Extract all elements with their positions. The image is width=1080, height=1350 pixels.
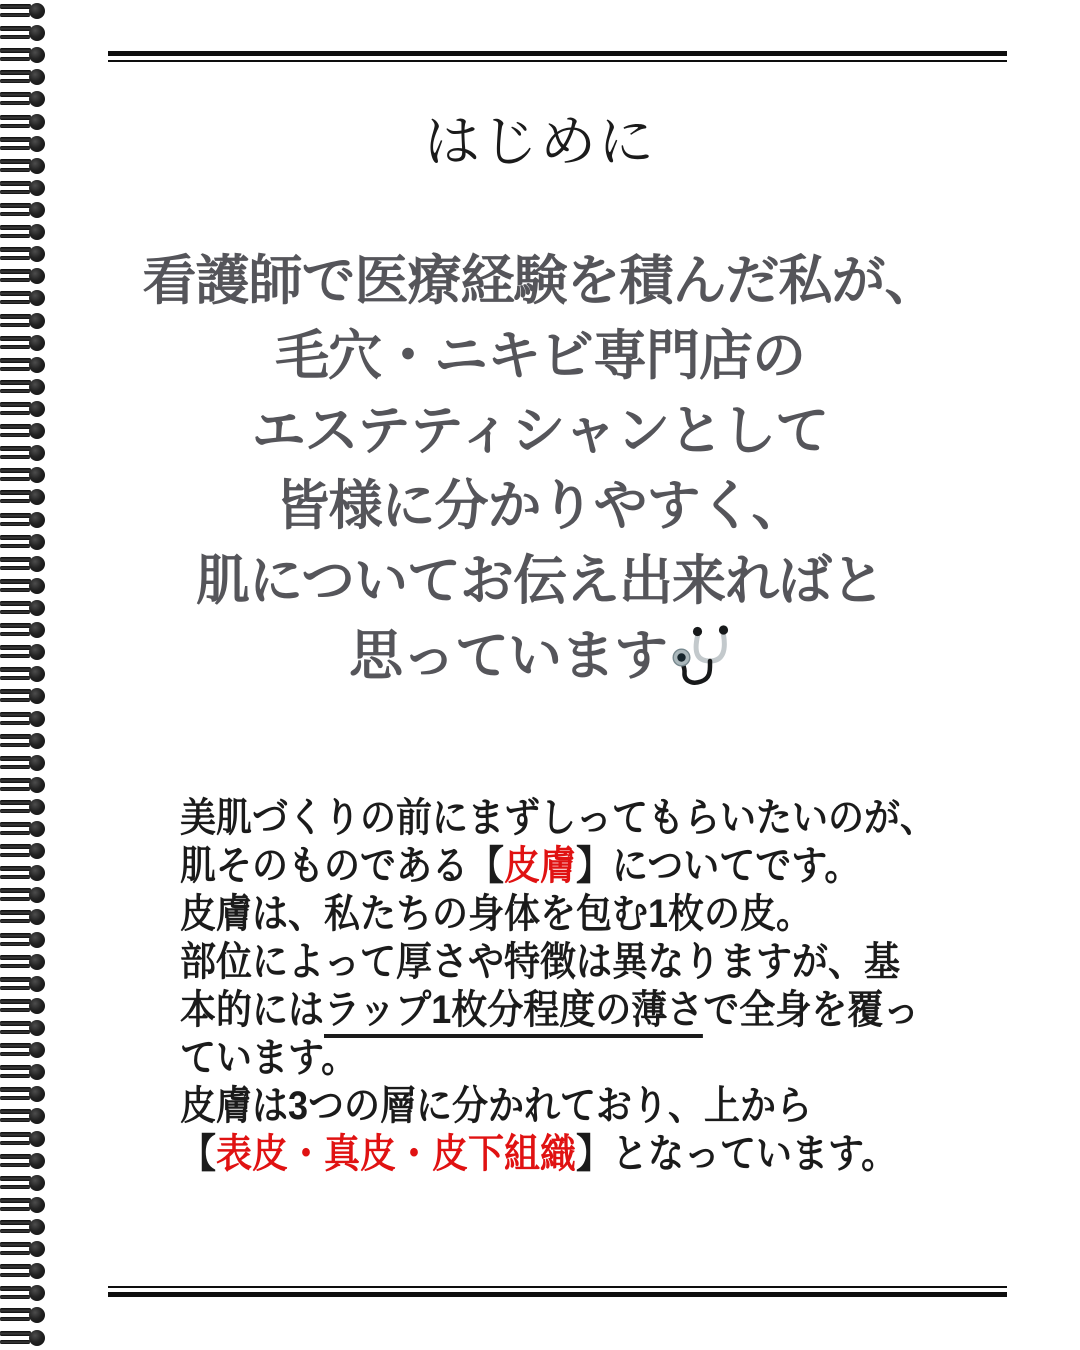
body-line-text: で全身を覆っ <box>703 988 920 1032</box>
spiral-ring <box>0 777 48 794</box>
intro-line: 毛穴・ニキビ専門店の <box>275 326 805 386</box>
intro-line: 肌についてお伝え出来ればと <box>196 551 884 611</box>
spiral-ring <box>0 1086 48 1103</box>
body-line-text: 】についてです。 <box>576 844 861 888</box>
body-line: 皮膚は3つの層に分かれており、上から <box>180 1084 813 1128</box>
spiral-ring <box>0 3 48 20</box>
spiral-ring <box>0 91 48 108</box>
spiral-ring <box>0 733 48 750</box>
underlined-text: ラップ1枚分程度の薄さ <box>324 988 703 1038</box>
spiral-ring <box>0 711 48 728</box>
body-paragraph <box>180 794 1008 1178</box>
body-line: ています。 <box>180 1036 358 1080</box>
highlight-red-layers: 表皮・真皮・皮下組織 <box>216 1132 576 1176</box>
spiral-ring <box>0 909 48 926</box>
spiral-ring <box>0 1241 48 1258</box>
spiral-ring <box>0 799 48 816</box>
spiral-ring <box>0 69 48 86</box>
bottom-divider <box>108 1286 1007 1297</box>
spiral-ring <box>0 865 48 882</box>
spiral-ring <box>0 755 48 772</box>
spiral-ring <box>0 1197 48 1214</box>
body-line-text: 本的には <box>180 988 324 1032</box>
stethoscope-icon <box>671 624 731 688</box>
intro-line: 皆様に分かりやすく、 <box>275 476 805 536</box>
top-divider-thin-line <box>108 60 1007 62</box>
spiral-ring <box>0 1285 48 1302</box>
body-line-text: 肌そのものである【 <box>180 844 504 888</box>
bottom-divider-thick-line <box>108 1292 1007 1297</box>
spiral-ring <box>0 1131 48 1148</box>
spiral-ring <box>0 1108 48 1125</box>
spiral-ring <box>0 1042 48 1059</box>
spiral-ring <box>0 1175 48 1192</box>
spiral-ring <box>0 1307 48 1324</box>
body-line: 皮膚は、私たちの身体を包む1枚の皮。 <box>180 892 813 936</box>
spiral-ring <box>0 180 48 197</box>
spiral-ring <box>0 47 48 64</box>
spiral-ring <box>0 954 48 971</box>
spiral-ring <box>0 998 48 1015</box>
spiral-ring <box>0 1153 48 1170</box>
body-line <box>180 986 1008 1034</box>
page-title: はじめに <box>424 110 656 173</box>
spiral-ring <box>0 1020 48 1037</box>
intro-line-text: 思っています <box>349 626 667 686</box>
body-line-text: 】となっています。 <box>576 1132 898 1176</box>
spiral-ring <box>0 1263 48 1280</box>
spiral-ring <box>0 25 48 42</box>
spiral-ring <box>0 843 48 860</box>
spiral-ring <box>0 1064 48 1081</box>
body-line: 美肌づくりの前にまずしってもらいたいのが、 <box>180 796 936 840</box>
top-divider <box>108 51 1007 62</box>
highlight-red-hifu: 皮膚 <box>504 844 576 888</box>
spiral-ring <box>0 224 48 241</box>
spiral-ring <box>0 1330 48 1347</box>
body-line <box>180 1130 1008 1178</box>
spiral-ring <box>0 821 48 838</box>
intro-line: エステティシャンとして <box>251 401 829 461</box>
intro-line: 看護師で医療経験を積んだ私が、 <box>142 251 938 311</box>
body-line-text: 【 <box>180 1132 216 1176</box>
body-line <box>180 842 1008 890</box>
spiral-ring <box>0 932 48 949</box>
spiral-ring <box>0 887 48 904</box>
intro-line-last <box>0 619 1080 694</box>
spiral-ring <box>0 1219 48 1236</box>
body-line: 部位によって厚さや特徴は異なりますが、基 <box>180 940 900 984</box>
intro-paragraph <box>0 244 1080 694</box>
spiral-ring <box>0 202 48 219</box>
spiral-ring <box>0 976 48 993</box>
